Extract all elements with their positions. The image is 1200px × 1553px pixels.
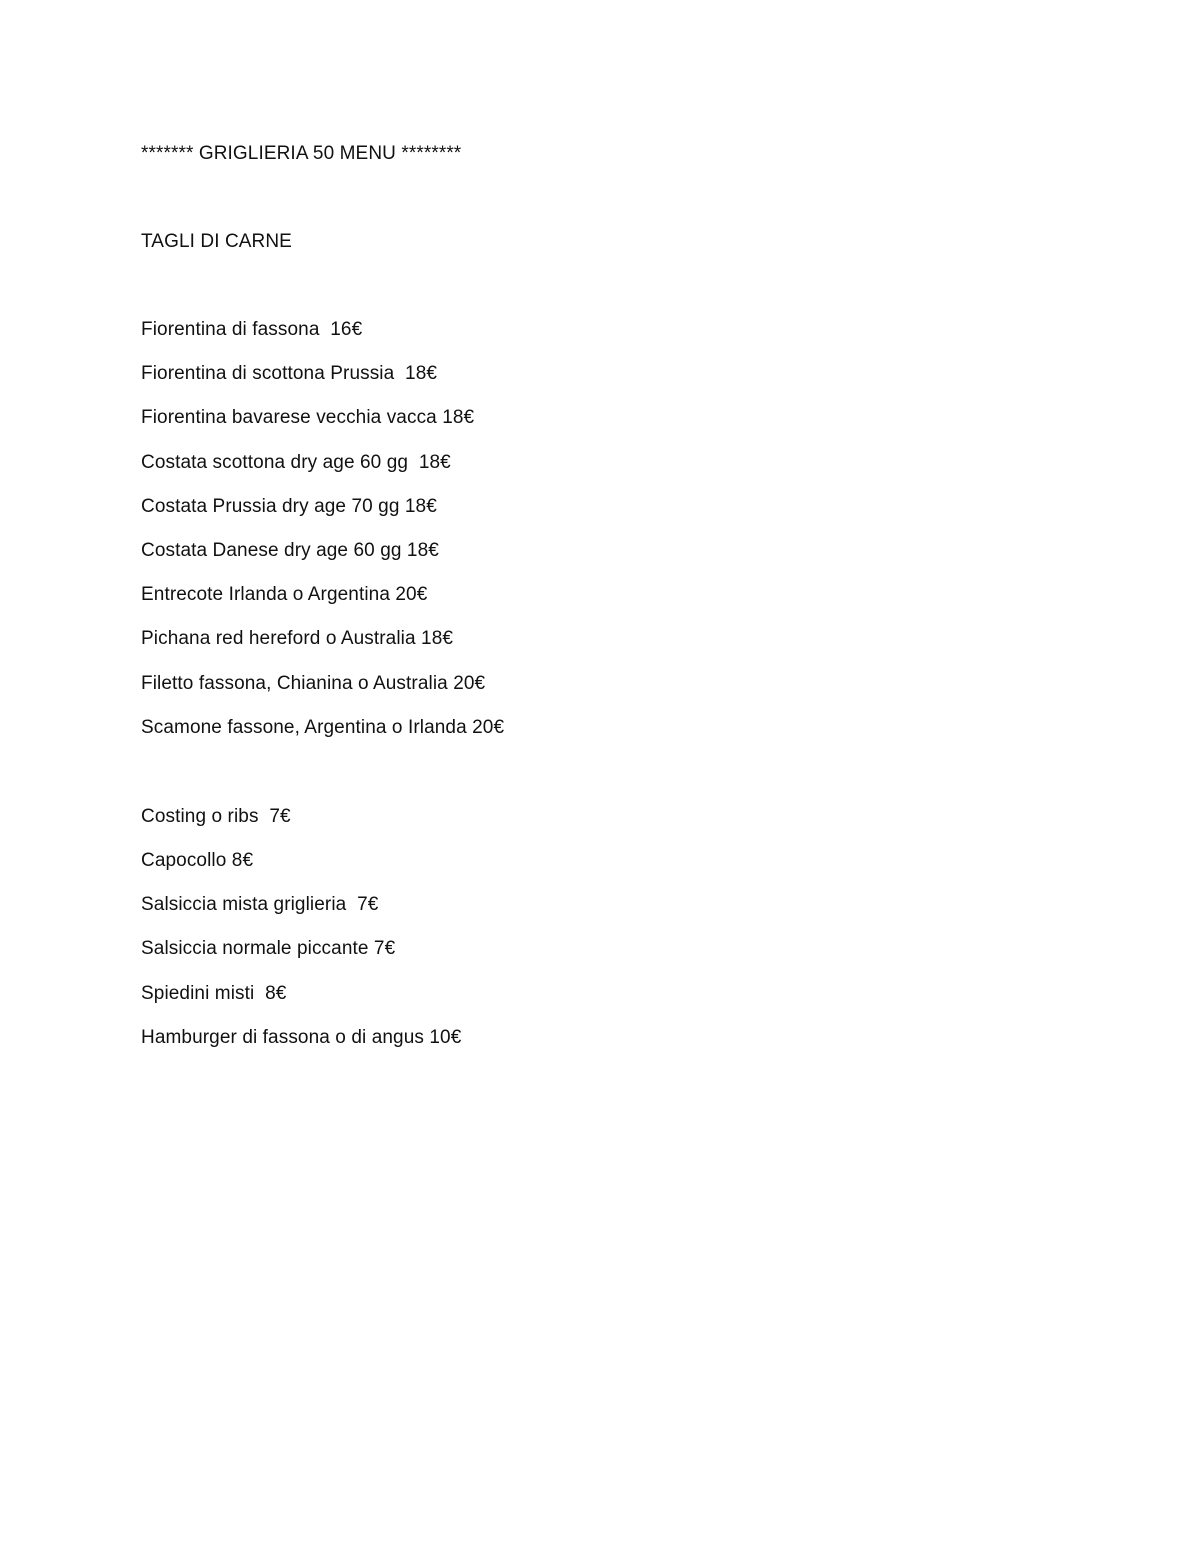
menu-item: Salsiccia mista griglieria 7€ bbox=[141, 894, 379, 916]
menu-item: Fiorentina di scottona Prussia 18€ bbox=[141, 363, 438, 385]
other-grill-items-list bbox=[141, 803, 1041, 1052]
meat-cuts-list bbox=[141, 316, 1041, 742]
group-spacer bbox=[141, 758, 1041, 803]
menu-item: Filetto fassona, Chianina o Australia 20€ bbox=[141, 672, 486, 694]
menu-item: Costata scottona dry age 60 gg 18€ bbox=[141, 451, 451, 473]
menu-item: Capocollo 8€ bbox=[141, 850, 254, 872]
menu-content bbox=[141, 140, 1041, 1068]
menu-item: Costata Danese dry age 60 gg 18€ bbox=[141, 539, 439, 561]
section-title-tagli-di-carne: TAGLI DI CARNE bbox=[141, 231, 292, 252]
menu-item: Fiorentina bavarese vecchia vacca 18€ bbox=[141, 407, 475, 429]
menu-item: Pichana red hereford o Australia 18€ bbox=[141, 628, 454, 650]
menu-item: Spiedini misti 8€ bbox=[141, 982, 287, 1004]
menu-item: Costing o ribs 7€ bbox=[141, 805, 291, 827]
menu-item: Scamone fassone, Argentina o Irlanda 20€ bbox=[141, 716, 505, 738]
menu-item: Salsiccia normale piccante 7€ bbox=[141, 938, 396, 960]
menu-item: Entrecote Irlanda o Argentina 20€ bbox=[141, 584, 428, 606]
menu-title: ******* GRIGLIERIA 50 MENU ******** bbox=[141, 143, 462, 164]
menu-item: Fiorentina di fassona 16€ bbox=[141, 319, 363, 340]
menu-item: Costata Prussia dry age 70 gg 18€ bbox=[141, 495, 437, 517]
menu-item: Hamburger di fassona o di angus 10€ bbox=[141, 1026, 462, 1048]
